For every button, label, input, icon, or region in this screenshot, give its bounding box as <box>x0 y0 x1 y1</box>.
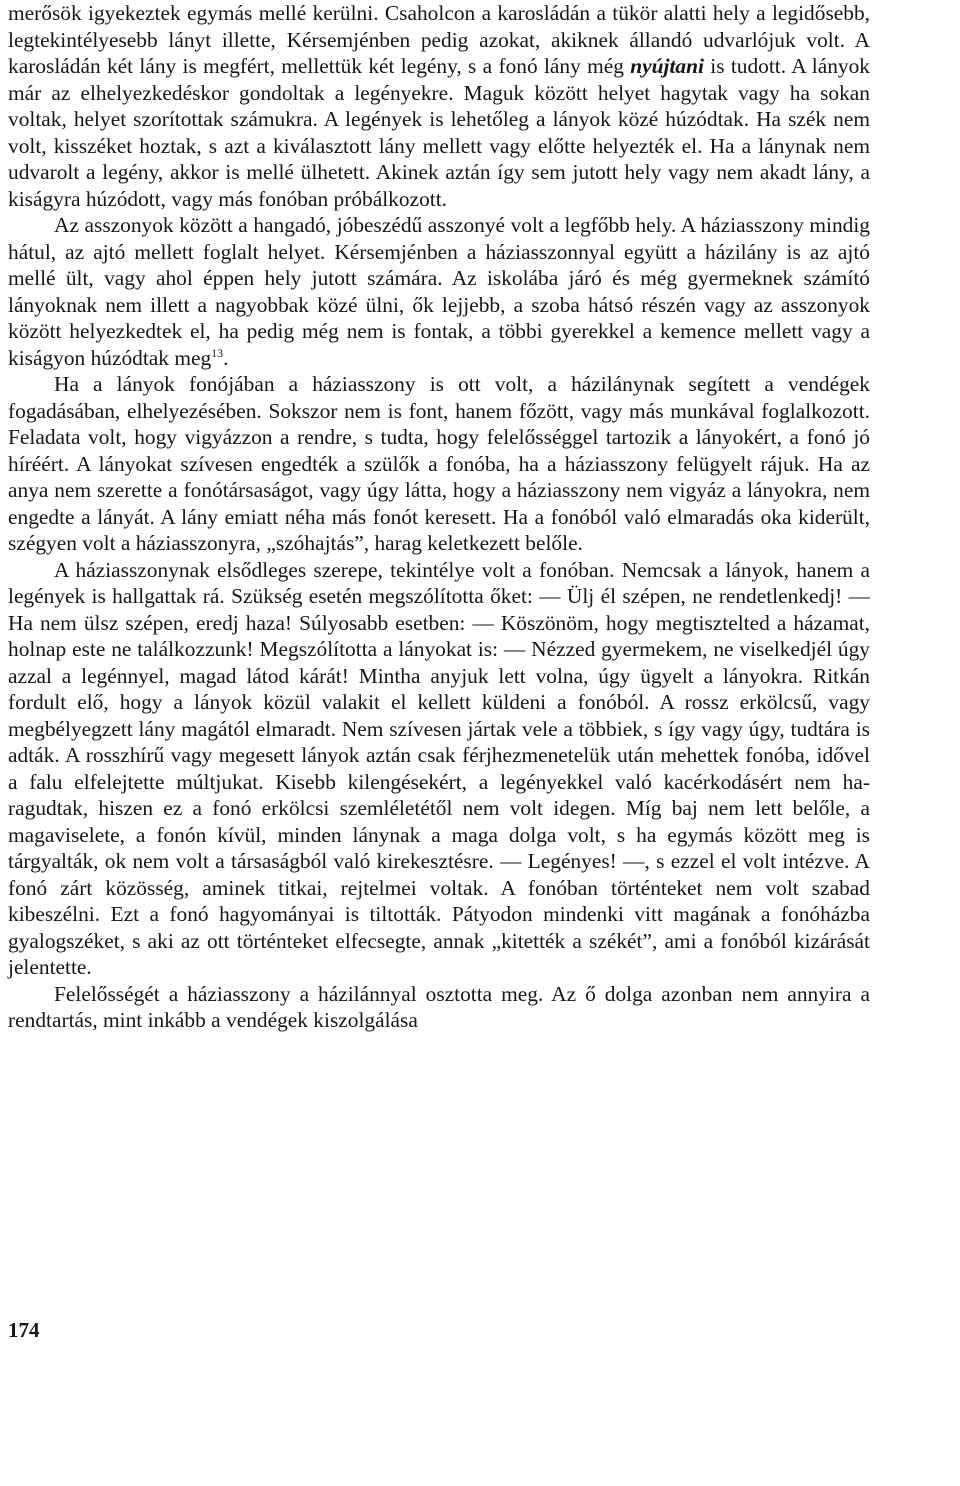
text-segment: A lányok már az elhelyezkedéskor gondoltak a legényekre. Maguk között helyet hagytak vagy ha sokan voltak, helyet szorítottak számukra. A legények is lehetőleg a lányok közé húzódtak. Ha szék nem volt, kisszéket hoztak, s azt a kiválasztott lány mellett vagy előtte helyezték el. Ha a lánynak nem udvarolt a legény, akkor is mellé ülhetett. Akinek aztán így sem jutott hely vagy nem akadt lány, a kiságyra húzódott, vagy más fonóban próbálkozott. <box>8 54 870 211</box>
page-body <box>8 0 870 1034</box>
paragraph-3 <box>8 371 870 557</box>
text-segment: merősök igyekeztek egymás mellé kerülni. Csaholcon a karosládán a tükör alatti hely a legidősebb, legtekintélyesebb lányt illette, Kérsemjénben pedig azokat, akiknek állandó udvarlójuk volt. A karosládán két lány is megfért, mellettük két legény, s a fonó lány még <box>8 1 870 78</box>
paragraph-5 <box>8 981 870 1034</box>
text-segment: Az asszonyok között a hangadó, jóbeszédű asszonyé volt a legfőbb hely. A háziasszony mindig hátul, az ajtó mellett foglalt helyet. Kérsemjénben a háziasszonnyal együtt a házilány is az ajtó mellé ült, vagy ahol éppen hely jutott számára. Az iskolába járó és még gyermeknek számító lányoknak nem illett a nagyobbak közé ülni, ők lejjebb, a szoba hátsó részén vagy az asszonyok között helyezkedtek el, ha pedig még nem is fontak, a többi gyerekkel a kemence mellett vagy a kiságyon húzódtak meg <box>8 213 870 370</box>
text-segment: Ha a lányok fonójában a háziasszony is ott volt, a házilánynak segített a vendégek fogadásában, elhelyezésében. Sokszor nem is font, hanem főzött, vagy más munkával foglalkozott. Feladata volt, hogy vigyázzon a rendre, s tudta, hogy felelősséggel tartozik a lányokért, a fonó jó híréért. A lányokat szívesen engedték a szülők a fonóba, ha a háziasszony felügyelt rájuk. Ha az anya nem szerette a fonótársaságot, vagy úgy látta, hogy a háziasszony nem vigyáz a lányokra, nem engedte a lányát. A lány emiatt néha más fonót keresett. Ha a fonóból való elmaradás oka kiderült, szégyen volt a háziasszonyra, „szóhajtás”, harag keletkezett belőle. <box>8 372 870 555</box>
text-segment: . <box>223 345 229 370</box>
text-segment: A háziasszonynak elsődleges szerepe, tekintélye volt a fonóban. Nemcsak a lányok, hanem a legények is hallgattak rá. Szükség esetén megszólította őket: — Ülj él szépen, ne rendetlenkedj! — Ha nem ülsz szépen, eredj haza! Súlyosabb esetben: — Köszönöm, hogy megtisztelted a házamat, holnap este ne találkozzunk! Megszólította a lányokat is: — Nézzed gyermekem, ne viselkedjél úgy azzal a legénnyel, magad látod kárát! Mintha anyjuk lett volna, úgy ügyelt a lányokra. Ritkán fordult elő, hogy a lányok közül valakit el kellett küldeni a fonóból. A rossz erkölcsű, vagy megbélyegzett lány magától elmaradt. Nem szívesen jártak vele a többiek, s így vagy úgy, tudtára is adták. A rosszhírű vagy megesett lányok aztán csak férjhezmenetelük után mehettek fonóba, idővel a falu elfelejtette múltjukat. Kisebb kilengésekért, a legényekkel való kacérkodásért nem haragudtak, hiszen ez a fonó erkölcsi szemléletétől nem volt idegen. Míg baj nem lett belőle, a magaviselete, a fonón kívül, minden lánynak a maga dolga volt, s ha egymás között meg is tárgyalták, ok nem volt a társaságból való kirekesztésre. — Legényes! —, s ezzel el volt intézve. A fonó zárt közösség, aminek titkai, rejtelmei voltak. A fonóban történteket nem volt szabad kibeszélni. Ezt a fonó hagyományai is tiltották. Pátyodon mindenki vitt magának a fonóházba gyalogszéket, s aki az ott történteket elfecsegte, annak „kitették a székét”, ami a fonóból kizárását jelentette. <box>8 557 870 979</box>
paragraph-4 <box>8 557 870 981</box>
text-segment: 13 <box>211 345 224 360</box>
text-segment: is tudott. <box>703 54 792 78</box>
page-number: 174 <box>8 1318 40 1342</box>
text-segment: Felelősségét a háziasszony a házilánnyal osztotta meg. Az ő dolga azonban nem annyira a rendtartás, mint inkább a vendégek kiszolgálása <box>8 981 870 1032</box>
text-segment: nyújtani <box>630 54 704 78</box>
paragraph-2 <box>8 212 870 371</box>
paragraph-1 <box>8 0 870 212</box>
